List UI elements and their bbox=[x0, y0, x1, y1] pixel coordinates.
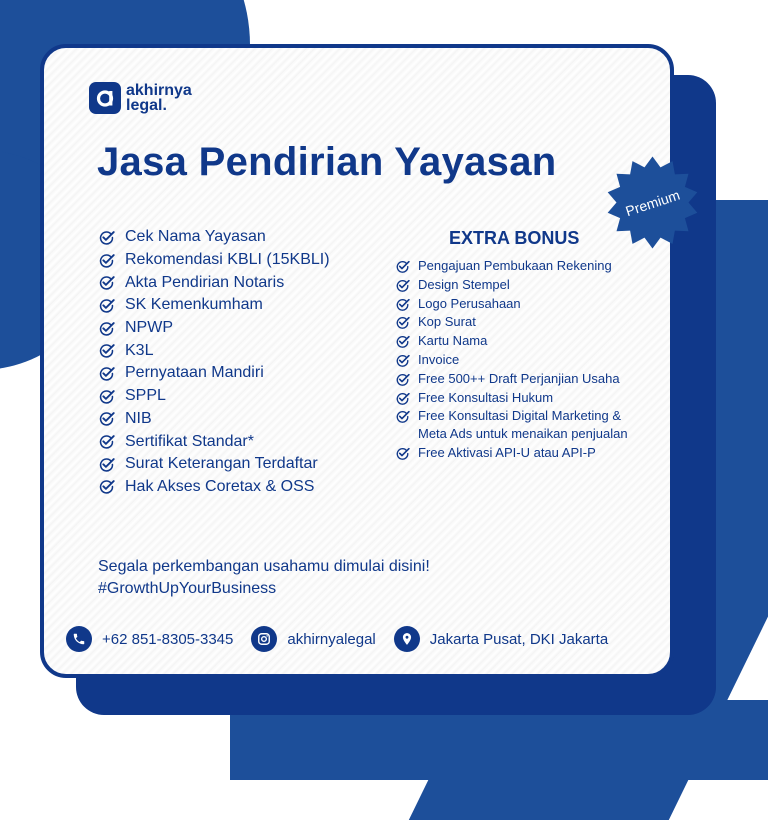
check-circle-icon bbox=[395, 315, 410, 330]
bonus-item bbox=[395, 389, 645, 407]
check-circle-icon bbox=[98, 229, 115, 246]
service-item bbox=[98, 249, 330, 272]
check-circle-icon bbox=[98, 297, 115, 314]
bonus-item-label: Kartu Nama bbox=[418, 333, 488, 349]
check-circle-icon bbox=[395, 259, 410, 274]
bonus-item-label: Design Stempel bbox=[418, 276, 510, 292]
check-circle-icon bbox=[98, 410, 115, 427]
tagline-text: Segala perkembangan usahamu dimulai disini! bbox=[98, 558, 430, 575]
bonus-item bbox=[395, 351, 645, 369]
service-item bbox=[98, 226, 330, 249]
check-circle-icon bbox=[395, 334, 410, 349]
service-item-label: Rekomendasi KBLI (15KBLI) bbox=[125, 251, 330, 269]
bonus-item bbox=[395, 407, 645, 442]
check-circle-icon bbox=[98, 433, 115, 450]
premium-badge bbox=[605, 155, 700, 250]
bonus-item bbox=[395, 257, 645, 275]
check-circle-icon bbox=[98, 365, 115, 382]
phone-icon bbox=[66, 626, 92, 652]
contact-location-text: Jakarta Pusat, DKI Jakarta bbox=[429, 630, 609, 648]
check-circle-icon bbox=[98, 478, 115, 495]
bonus-item-label: Free Konsultasi Digital Marketing & Meta Ads untuk menaikan penjualan bbox=[418, 408, 628, 441]
service-item bbox=[98, 271, 330, 294]
service-item-label: Hak Akses Coretax & OSS bbox=[125, 477, 315, 495]
location-pin-icon bbox=[394, 626, 420, 652]
service-item bbox=[98, 339, 330, 362]
bonus-item bbox=[395, 276, 645, 294]
check-circle-icon bbox=[98, 388, 115, 405]
brand-logo bbox=[89, 82, 192, 114]
service-item-label: SPPL bbox=[125, 387, 166, 405]
service-item bbox=[98, 408, 330, 431]
page-title: Jasa Pendirian Yayasan bbox=[97, 140, 557, 184]
check-circle-icon bbox=[395, 353, 410, 368]
services-list bbox=[98, 226, 330, 498]
check-circle-icon bbox=[98, 456, 115, 473]
bonus-item-label: Kop Surat bbox=[418, 314, 476, 330]
tagline-hashtag: #GrowthUpYourBusiness bbox=[98, 580, 277, 597]
premium-badge-label: Premium bbox=[623, 186, 682, 219]
instagram-icon bbox=[251, 626, 277, 652]
check-circle-icon bbox=[395, 278, 410, 293]
bonus-item-label: Logo Perusahaan bbox=[418, 295, 521, 311]
service-item bbox=[98, 362, 330, 385]
service-item-label: Pernyataan Mandiri bbox=[125, 364, 264, 382]
service-item-label: Cek Nama Yayasan bbox=[125, 228, 266, 246]
service-item-label: Sertifikat Standar* bbox=[125, 432, 254, 450]
bonus-item-label: Free 500++ Draft Perjanjian Usaha bbox=[418, 370, 620, 386]
tagline bbox=[98, 556, 430, 600]
brand-logo-icon bbox=[89, 82, 121, 114]
brand-name bbox=[126, 83, 192, 113]
bonus-item bbox=[395, 332, 645, 350]
extra-bonus-list bbox=[395, 257, 645, 462]
service-item bbox=[98, 385, 330, 408]
check-circle-icon bbox=[98, 342, 115, 359]
bonus-item bbox=[395, 370, 645, 388]
check-circle-icon bbox=[98, 274, 115, 291]
bonus-item bbox=[395, 444, 645, 462]
bonus-item-label: Invoice bbox=[418, 351, 460, 367]
bonus-item-label: Free Konsultasi Hukum bbox=[418, 389, 554, 405]
brand-name-line2: legal. bbox=[126, 97, 167, 114]
check-circle-icon bbox=[98, 320, 115, 337]
check-circle-icon bbox=[395, 391, 410, 406]
service-item-label: K3L bbox=[125, 341, 154, 359]
service-item-label: NPWP bbox=[125, 319, 173, 337]
service-item bbox=[98, 294, 330, 317]
contact-phone[interactable] bbox=[66, 626, 233, 652]
bonus-item bbox=[395, 295, 645, 313]
service-item-label: NIB bbox=[125, 409, 152, 427]
service-item bbox=[98, 317, 330, 340]
brand-name-line1: akhirnya bbox=[126, 82, 192, 99]
contact-instagram-text: akhirnyalegal bbox=[287, 630, 376, 648]
bonus-item-label: Free Aktivasi API-U atau API-P bbox=[418, 444, 596, 460]
service-item-label: Akta Pendirian Notaris bbox=[125, 273, 285, 291]
service-item-label: Surat Keterangan Terdaftar bbox=[125, 455, 318, 473]
bonus-item bbox=[395, 313, 645, 331]
check-circle-icon bbox=[395, 409, 410, 424]
service-item bbox=[98, 476, 330, 499]
service-item-label: SK Kemenkumham bbox=[125, 296, 263, 314]
contact-instagram[interactable] bbox=[251, 626, 375, 652]
contact-bar bbox=[66, 626, 626, 652]
contact-location[interactable] bbox=[394, 626, 608, 652]
contact-phone-text: +62 851-8305-3345 bbox=[102, 630, 234, 648]
service-item bbox=[98, 430, 330, 453]
check-circle-icon bbox=[395, 297, 410, 312]
check-circle-icon bbox=[98, 252, 115, 269]
extra-bonus-title: EXTRA BONUS bbox=[449, 228, 580, 248]
check-circle-icon bbox=[395, 372, 410, 387]
bonus-item-label: Pengajuan Pembukaan Rekening bbox=[418, 258, 612, 273]
check-circle-icon bbox=[395, 446, 410, 461]
service-item bbox=[98, 453, 330, 476]
